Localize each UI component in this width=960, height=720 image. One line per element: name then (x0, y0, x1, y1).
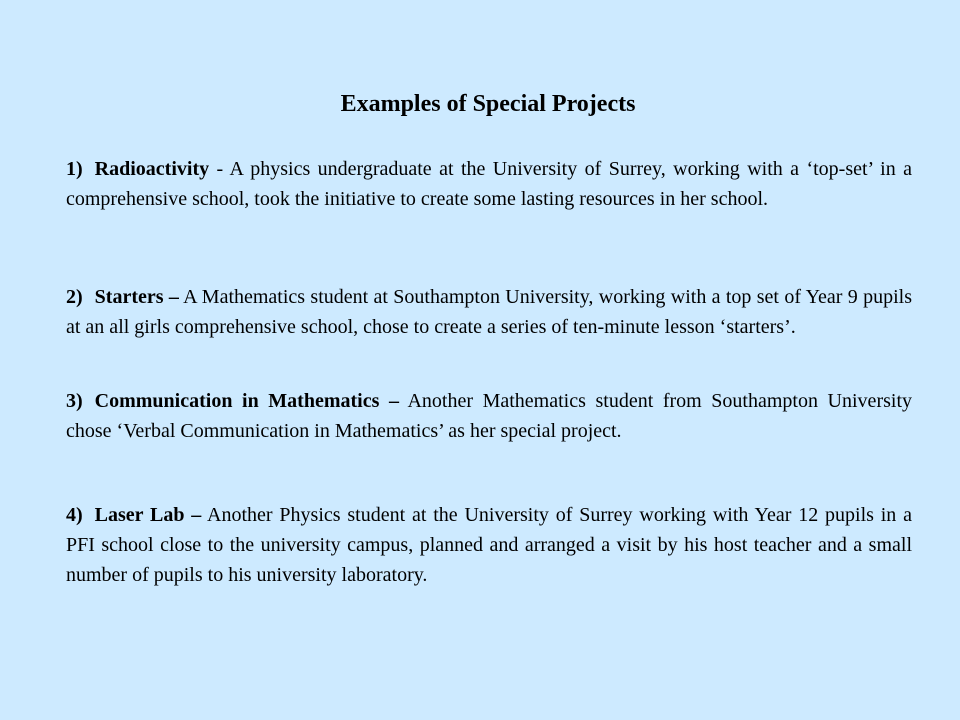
item-number: 2) (66, 286, 83, 308)
item-heading: Radioactivity (94, 158, 210, 180)
item-heading: Laser Lab – (94, 504, 202, 526)
item-text: Another Mathematics student from Southampton University chose ‘Verbal Communication in Mathematics’ as her special project. (66, 390, 912, 442)
item-separator: - (209, 158, 230, 180)
item-number: 3) (66, 390, 83, 412)
project-item-laser-lab (66, 500, 912, 590)
item-number: 4) (66, 504, 83, 526)
project-item-radioactivity (66, 154, 912, 214)
project-item-starters (66, 282, 912, 342)
item-heading: Starters – (94, 286, 179, 308)
item-heading: Communication in Mathematics – (94, 390, 399, 412)
item-number: 1) (66, 158, 83, 180)
project-item-communication (66, 386, 912, 446)
item-text: A Mathematics student at Southampton University, working with a top set of Year 9 pupils at an all girls comprehensive school, chose to create a series of ten-minute lesson ‘starters’. (66, 286, 912, 338)
page-title: Examples of Special Projects (340, 91, 636, 117)
item-text: A physics undergraduate at the University of Surrey, working with a ‘top-set’ in a comprehensive school, took the initiative to create some lasting resources in her school. (66, 158, 912, 210)
item-text: Another Physics student at the University of Surrey working with Year 12 pupils in a PFI school close to the university campus, planned and arranged a visit by his host teacher and a small number of pupils to his university laboratory. (66, 504, 913, 586)
